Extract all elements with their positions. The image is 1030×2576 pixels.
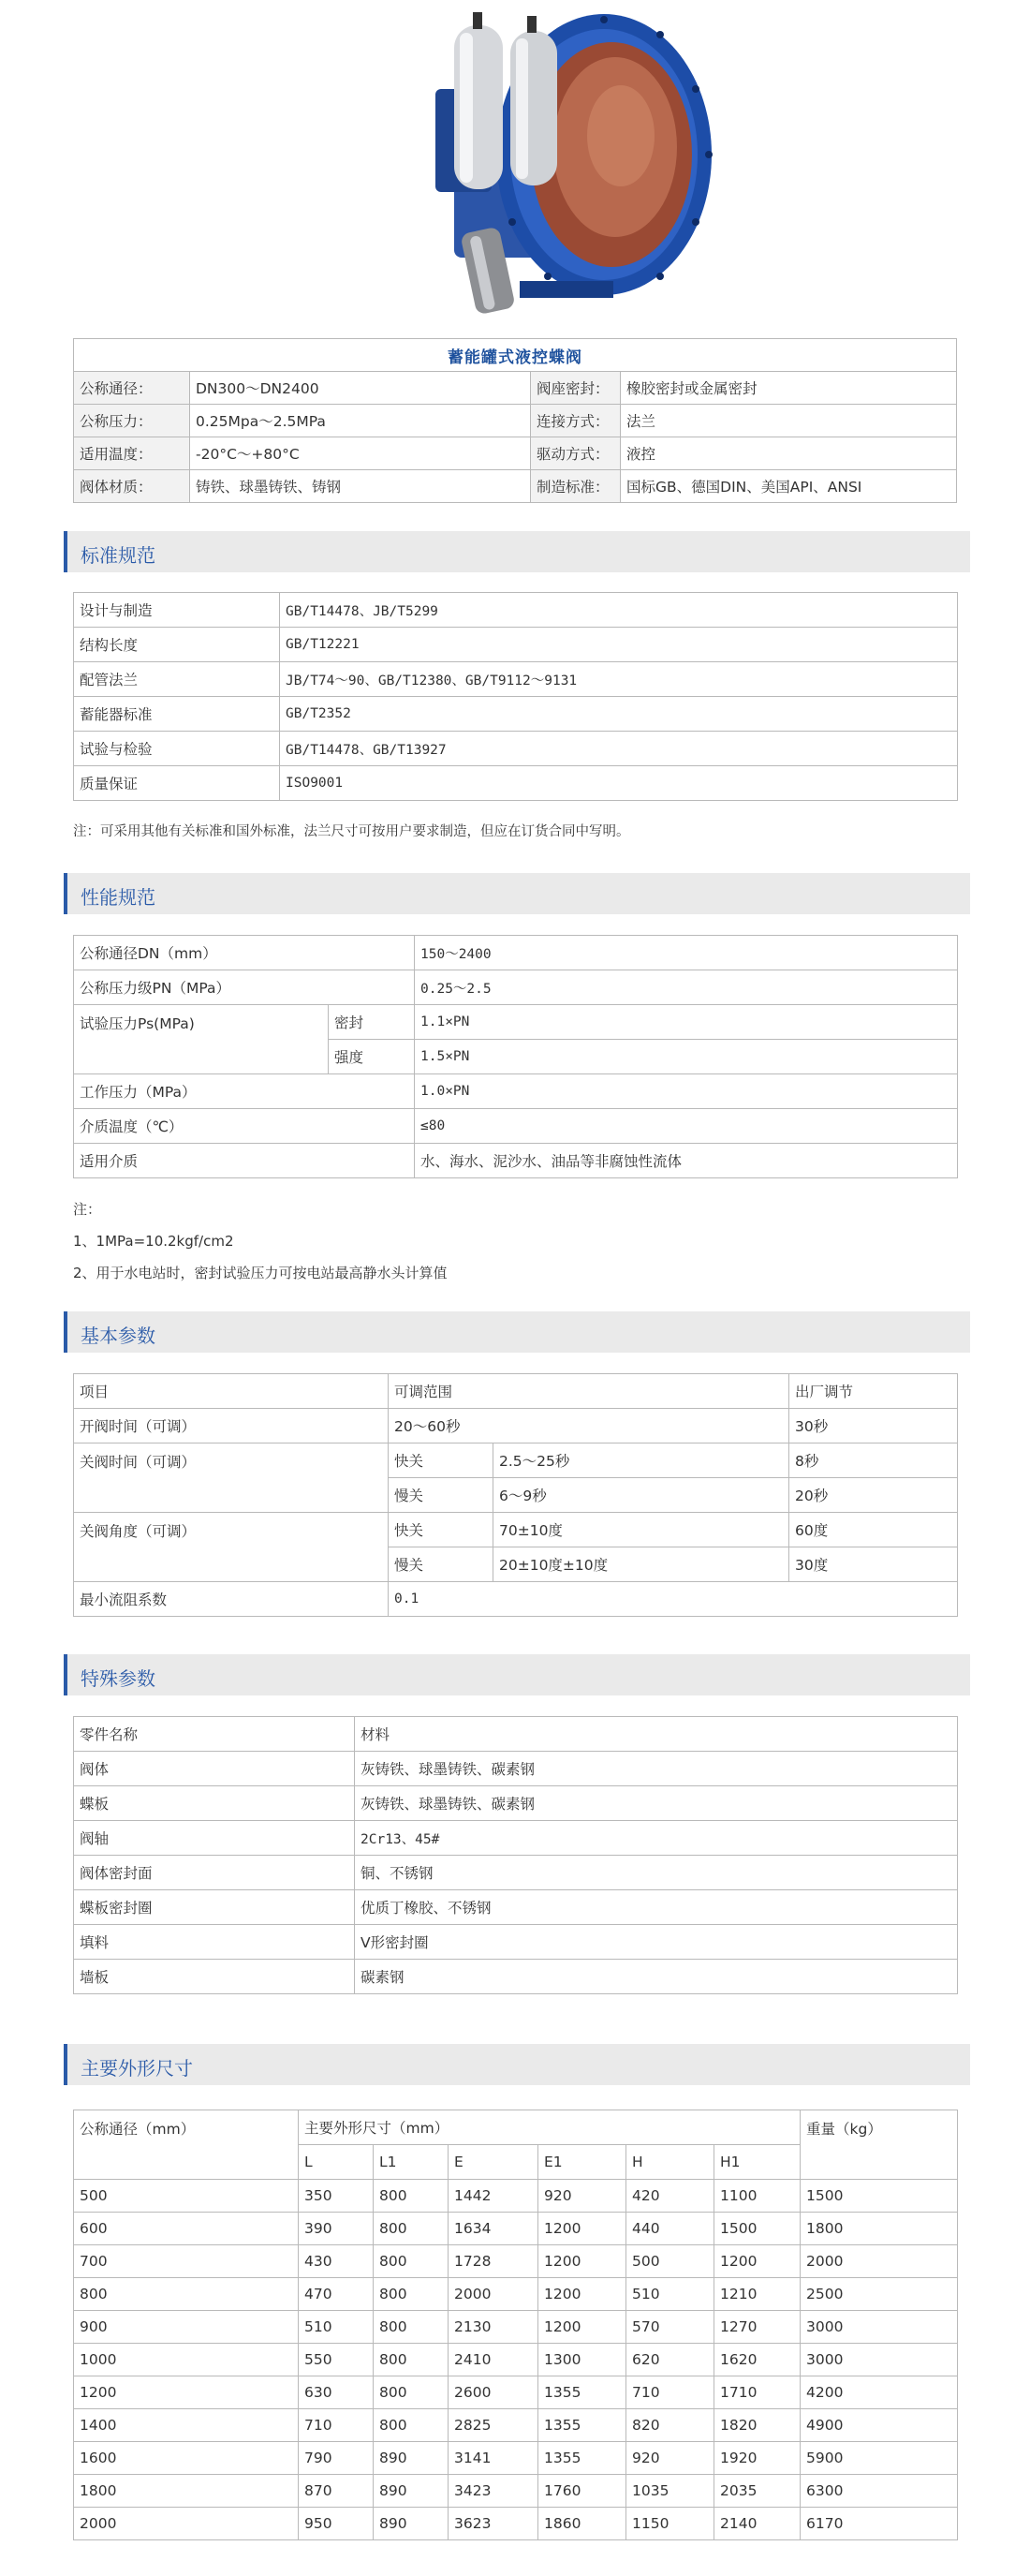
perf-label: 公称压力级PN（MPa） — [74, 970, 415, 1005]
section-header-dimensions — [64, 2044, 970, 2085]
dim-cell: 570 — [626, 2311, 714, 2344]
dim-cell: 1800 — [74, 2475, 299, 2508]
basic-factory: 8秒 — [789, 1443, 958, 1478]
perf-label: 适用介质 — [74, 1144, 415, 1178]
performance-note-title: 注： — [73, 1201, 102, 1218]
special-label: 零件名称 — [74, 1717, 355, 1752]
basic-factory: 30度 — [789, 1547, 958, 1582]
dim-cell: 870 — [299, 2475, 374, 2508]
dim-cell: 700 — [74, 2245, 299, 2278]
dim-cell: 800 — [374, 2311, 449, 2344]
dim-cell: 510 — [626, 2278, 714, 2311]
dim-cell: 1760 — [538, 2475, 626, 2508]
special-label: 墙板 — [74, 1960, 355, 1994]
special-value: 碳素钢 — [355, 1960, 958, 1994]
spec-label: 公称压力： — [74, 405, 190, 437]
perf-label: 工作压力（MPa） — [74, 1074, 415, 1109]
special-value: 材料 — [355, 1717, 958, 1752]
special-label: 阀体 — [74, 1752, 355, 1786]
standard-label: 质量保证 — [74, 766, 280, 801]
perf-label: 试验压力Ps(MPa) — [74, 1005, 329, 1074]
basic-label: 关阀角度（可调） — [74, 1513, 389, 1582]
dim-cell: 710 — [626, 2376, 714, 2409]
dim-cell: 1270 — [714, 2311, 801, 2344]
dim-cell: 2000 — [801, 2245, 958, 2278]
dim-cell: 390 — [299, 2213, 374, 2245]
table-row — [74, 2180, 958, 2213]
table-row — [74, 2311, 958, 2344]
dim-cell: 800 — [374, 2245, 449, 2278]
spec-value: 法兰 — [621, 405, 957, 437]
dim-cell: 1200 — [74, 2376, 299, 2409]
dim-cell: 500 — [626, 2245, 714, 2278]
standard-label: 配管法兰 — [74, 662, 280, 697]
standard-label: 试验与检验 — [74, 732, 280, 766]
basic-value: 2.5～25秒 — [493, 1443, 789, 1478]
dim-cell: 3623 — [449, 2508, 538, 2540]
standard-value: GB/T14478、GB/T13927 — [280, 732, 958, 766]
spec-title: 蓄能罐式液控蝶阀 — [74, 339, 957, 372]
dim-cell: 1000 — [74, 2344, 299, 2376]
standard-value: GB/T14478、JB/T5299 — [280, 593, 958, 628]
dim-cell: 1400 — [74, 2409, 299, 2442]
dim-cell: 1634 — [449, 2213, 538, 2245]
dim-cell: 1920 — [714, 2442, 801, 2475]
dim-col-header: E — [449, 2145, 538, 2180]
spec-value: 液控 — [621, 437, 957, 470]
table-row — [74, 2245, 958, 2278]
dim-cell: 1200 — [538, 2278, 626, 2311]
spec-table — [73, 338, 957, 503]
spec-label: 公称通径： — [74, 372, 190, 405]
section-title: 标准规范 — [81, 544, 155, 567]
basic-value: 0.1 — [389, 1582, 958, 1617]
dim-cell: 950 — [299, 2508, 374, 2540]
spec-value: 铸铁、球墨铸铁、铸钢 — [190, 470, 531, 503]
table-row — [74, 2376, 958, 2409]
spec-value: DN300～DN2400 — [190, 372, 531, 405]
dim-cell: 2600 — [449, 2376, 538, 2409]
perf-sublabel: 密封 — [329, 1005, 415, 1040]
section-title: 主要外形尺寸 — [81, 2057, 193, 2080]
dim-cell: 1200 — [538, 2245, 626, 2278]
dim-cell: 800 — [374, 2376, 449, 2409]
standard-value: JB/T74～90、GB/T12380、GB/T9112～9131 — [280, 662, 958, 697]
dim-col-header: H — [626, 2145, 714, 2180]
spec-label: 制造标准： — [531, 470, 621, 503]
dim-cell: 1710 — [714, 2376, 801, 2409]
dim-header-dims: 主要外形尺寸（mm） — [299, 2110, 801, 2145]
standard-value: GB/T2352 — [280, 697, 958, 732]
table-row — [74, 2344, 958, 2376]
dim-cell: 1728 — [449, 2245, 538, 2278]
dim-header-weight: 重量（kg） — [801, 2110, 958, 2180]
basic-value: 20±10度±10度 — [493, 1547, 789, 1582]
basic-header: 出厂调节 — [789, 1374, 958, 1409]
dim-cell: 1820 — [714, 2409, 801, 2442]
dim-cell: 1500 — [714, 2213, 801, 2245]
perf-label: 公称通径DN（mm） — [74, 936, 415, 970]
dim-cell: 920 — [538, 2180, 626, 2213]
dim-cell: 2000 — [74, 2508, 299, 2540]
special-table — [73, 1716, 958, 1994]
dim-cell: 5900 — [801, 2442, 958, 2475]
dim-cell: 6170 — [801, 2508, 958, 2540]
dim-cell: 1150 — [626, 2508, 714, 2540]
dim-cell: 440 — [626, 2213, 714, 2245]
dim-col-header: L1 — [374, 2145, 449, 2180]
dim-cell: 1355 — [538, 2442, 626, 2475]
dim-cell: 1200 — [538, 2213, 626, 2245]
special-label: 填料 — [74, 1925, 355, 1960]
special-value: 2Cr13、45# — [355, 1821, 958, 1856]
special-label: 蝶板 — [74, 1786, 355, 1821]
dim-cell: 1210 — [714, 2278, 801, 2311]
dim-cell: 2410 — [449, 2344, 538, 2376]
special-value: 灰铸铁、球墨铸铁、碳素钢 — [355, 1786, 958, 1821]
standards-table — [73, 592, 958, 801]
dim-cell: 620 — [626, 2344, 714, 2376]
perf-value: 1.5×PN — [415, 1040, 958, 1074]
dim-col-header: L — [299, 2145, 374, 2180]
dim-cell: 800 — [374, 2278, 449, 2311]
basic-value: 20～60秒 — [389, 1409, 789, 1443]
spec-label: 阀体材质： — [74, 470, 190, 503]
dim-cell: 2035 — [714, 2475, 801, 2508]
dim-header-dn: 公称通径（mm） — [74, 2110, 299, 2180]
spec-value: -20°C～+80°C — [190, 437, 531, 470]
perf-sublabel: 强度 — [329, 1040, 415, 1074]
dim-cell: 4900 — [801, 2409, 958, 2442]
dim-cell: 1355 — [538, 2376, 626, 2409]
special-value: 灰铸铁、球墨铸铁、碳素钢 — [355, 1752, 958, 1786]
dim-cell: 1442 — [449, 2180, 538, 2213]
section-header-basic — [64, 1311, 970, 1353]
basic-value: 70±10度 — [493, 1513, 789, 1547]
standard-label: 结构长度 — [74, 628, 280, 662]
basic-sublabel: 慢关 — [389, 1547, 493, 1582]
dim-cell: 2000 — [449, 2278, 538, 2311]
spec-value: 橡胶密封或金属密封 — [621, 372, 957, 405]
basic-factory: 20秒 — [789, 1478, 958, 1513]
section-header-standards — [64, 531, 970, 572]
dim-cell: 1100 — [714, 2180, 801, 2213]
perf-value: 水、海水、泥沙水、油品等非腐蚀性流体 — [415, 1144, 958, 1178]
dim-cell: 3141 — [449, 2442, 538, 2475]
table-row — [74, 2409, 958, 2442]
special-value: 铜、不锈钢 — [355, 1856, 958, 1890]
basic-factory: 30秒 — [789, 1409, 958, 1443]
dim-cell: 800 — [374, 2344, 449, 2376]
basic-table — [73, 1373, 958, 1617]
dim-cell: 630 — [299, 2376, 374, 2409]
section-title: 基本参数 — [81, 1325, 155, 1347]
standard-value: ISO9001 — [280, 766, 958, 801]
special-label: 蝶板密封圈 — [74, 1890, 355, 1925]
dimensions-table — [73, 2110, 958, 2540]
spec-row — [74, 470, 957, 503]
basic-label: 关阀时间（可调） — [74, 1443, 389, 1513]
dim-cell: 1355 — [538, 2409, 626, 2442]
dim-cell: 800 — [374, 2180, 449, 2213]
standards-note: 注：可采用其他有关标准和国外标准，法兰尺寸可按用户要求制造，但应在订货合同中写明。 — [73, 824, 630, 839]
perf-value: ≤80 — [415, 1109, 958, 1144]
dim-cell: 790 — [299, 2442, 374, 2475]
dim-cell: 890 — [374, 2475, 449, 2508]
dim-cell: 1620 — [714, 2344, 801, 2376]
dim-cell: 1860 — [538, 2508, 626, 2540]
basic-factory: 60度 — [789, 1513, 958, 1547]
dim-cell: 1600 — [74, 2442, 299, 2475]
product-image — [379, 5, 716, 318]
table-row — [74, 2475, 958, 2508]
spec-row — [74, 405, 957, 437]
basic-label: 最小流阻系数 — [74, 1582, 389, 1617]
dim-cell: 1500 — [801, 2180, 958, 2213]
perf-value: 0.25～2.5 — [415, 970, 958, 1005]
section-title: 性能规范 — [81, 886, 155, 909]
dim-cell: 800 — [374, 2409, 449, 2442]
dim-cell: 1035 — [626, 2475, 714, 2508]
dim-cell: 820 — [626, 2409, 714, 2442]
dim-cell: 900 — [74, 2311, 299, 2344]
spec-label: 适用温度： — [74, 437, 190, 470]
dim-cell: 600 — [74, 2213, 299, 2245]
basic-sublabel: 慢关 — [389, 1478, 493, 1513]
dim-cell: 510 — [299, 2311, 374, 2344]
spec-label: 阀座密封： — [531, 372, 621, 405]
dim-cell: 1800 — [801, 2213, 958, 2245]
dim-cell: 350 — [299, 2180, 374, 2213]
performance-note-2: 2、用于水电站时，密封试验压力可按电站最高静水头计算值 — [73, 1265, 448, 1281]
dim-cell: 2500 — [801, 2278, 958, 2311]
performance-note-1: 1、1MPa=10.2kgf/cm2 — [73, 1233, 234, 1250]
special-value: V形密封圈 — [355, 1925, 958, 1960]
basic-label: 开阀时间（可调） — [74, 1409, 389, 1443]
table-row — [74, 2442, 958, 2475]
perf-label: 介质温度（℃） — [74, 1109, 415, 1144]
dim-cell: 6300 — [801, 2475, 958, 2508]
dim-cell: 3000 — [801, 2344, 958, 2376]
table-row — [74, 2213, 958, 2245]
special-label: 阀体密封面 — [74, 1856, 355, 1890]
spec-row — [74, 437, 957, 470]
dim-cell: 470 — [299, 2278, 374, 2311]
perf-value: 150～2400 — [415, 936, 958, 970]
section-header-special — [64, 1654, 970, 1695]
performance-table — [73, 935, 958, 1178]
dim-cell: 4200 — [801, 2376, 958, 2409]
dim-cell: 2140 — [714, 2508, 801, 2540]
table-row — [74, 2278, 958, 2311]
dim-cell: 920 — [626, 2442, 714, 2475]
perf-value: 1.1×PN — [415, 1005, 958, 1040]
dim-cell: 2130 — [449, 2311, 538, 2344]
table-row — [74, 2508, 958, 2540]
perf-value: 1.0×PN — [415, 1074, 958, 1109]
dim-cell: 890 — [374, 2442, 449, 2475]
section-header-performance — [64, 873, 970, 914]
basic-sublabel: 快关 — [389, 1513, 493, 1547]
special-value: 优质丁橡胶、不锈钢 — [355, 1890, 958, 1925]
section-title: 特殊参数 — [81, 1667, 155, 1690]
spec-row — [74, 372, 957, 405]
dim-cell: 550 — [299, 2344, 374, 2376]
basic-header: 项目 — [74, 1374, 389, 1409]
dim-cell: 2825 — [449, 2409, 538, 2442]
dim-cell: 800 — [374, 2213, 449, 2245]
spec-label: 驱动方式： — [531, 437, 621, 470]
basic-value: 6～9秒 — [493, 1478, 789, 1513]
dim-col-header: E1 — [538, 2145, 626, 2180]
basic-sublabel: 快关 — [389, 1443, 493, 1478]
dim-cell: 430 — [299, 2245, 374, 2278]
dim-cell: 800 — [74, 2278, 299, 2311]
standard-label: 设计与制造 — [74, 593, 280, 628]
dim-cell: 710 — [299, 2409, 374, 2442]
spec-label: 连接方式： — [531, 405, 621, 437]
dim-cell: 3000 — [801, 2311, 958, 2344]
dim-cell: 1200 — [714, 2245, 801, 2278]
special-label: 阀轴 — [74, 1821, 355, 1856]
standard-value: GB/T12221 — [280, 628, 958, 662]
dim-cell: 1200 — [538, 2311, 626, 2344]
dim-cell: 420 — [626, 2180, 714, 2213]
dim-cell: 1300 — [538, 2344, 626, 2376]
standard-label: 蓄能器标准 — [74, 697, 280, 732]
spec-value: 0.25Mpa～2.5MPa — [190, 405, 531, 437]
spec-value: 国标GB、德国DIN、美国API、ANSI — [621, 470, 957, 503]
dim-cell: 3423 — [449, 2475, 538, 2508]
basic-header: 可调范围 — [389, 1374, 789, 1409]
dim-col-header: H1 — [714, 2145, 801, 2180]
dim-cell: 500 — [74, 2180, 299, 2213]
dim-cell: 890 — [374, 2508, 449, 2540]
